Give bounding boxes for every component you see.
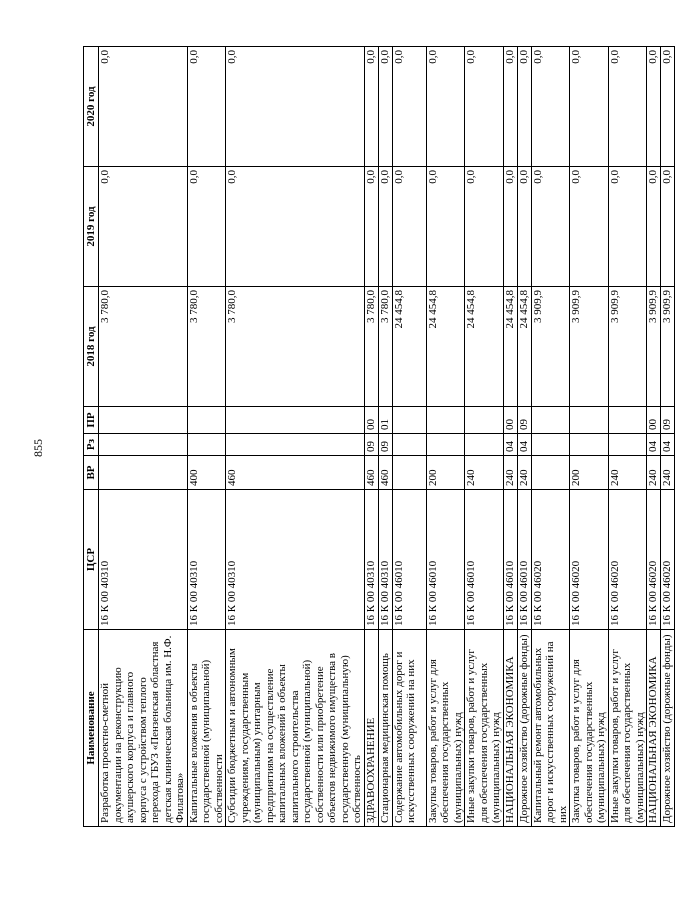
cell-name: Закупка товаров, работ и услуг для обеспечения государственных (муниципальных) нужд	[570, 630, 609, 827]
cell-rz	[392, 434, 426, 456]
cell-2019: 0,0	[99, 167, 188, 287]
cell-2020: 0,0	[426, 47, 465, 167]
cell-pr	[226, 407, 365, 434]
cell-name: ЗДРАВООХРАНЕНИЕ	[364, 630, 378, 827]
cell-name: НАЦИОНАЛЬНАЯ ЭКОНОМИКА	[647, 630, 661, 827]
cell-2018: 3 780,0	[99, 287, 188, 407]
cell-pr: 00	[647, 407, 661, 434]
cell-2019: 0,0	[608, 167, 647, 287]
table-row	[465, 47, 504, 827]
cell-2020: 0,0	[378, 47, 392, 167]
table-row	[187, 47, 226, 827]
cell-pr	[608, 407, 647, 434]
cell-pr: 00	[364, 407, 378, 434]
cell-2019: 0,0	[503, 167, 517, 287]
cell-name: Субсидии бюджетным и автономным учреждениям, государственным (муниципальным) унитарным предприятиям на осуществление капитальных вложений в объекты капитального строительства государственной (муниципальной) собственности или приобретение объектов недвижимого имущества в государственную (муниципальную) собственность	[226, 630, 365, 827]
cell-2020: 0,0	[465, 47, 504, 167]
cell-2018: 3 909,9	[570, 287, 609, 407]
cell-csr: 16 К 00 40310	[99, 490, 188, 630]
cell-vr	[392, 456, 426, 490]
cell-2020: 0,0	[187, 47, 226, 167]
cell-name: Разработка проектно-сметной документации на реконструкцию акушерского корпуса и главного корпуса с устройством теплого перехода ГБУЗ «Пензенская областная детская клиническая больница им. Н.Ф. Филатова»	[99, 630, 188, 827]
cell-2018: 24 454,8	[392, 287, 426, 407]
header-2020: 2020 год	[84, 47, 99, 167]
cell-2018: 24 454,8	[465, 287, 504, 407]
cell-vr: 460	[364, 456, 378, 490]
table-row	[661, 47, 675, 827]
cell-2018: 3 780,0	[364, 287, 378, 407]
cell-2018: 3 909,9	[661, 287, 675, 407]
cell-2020: 0,0	[531, 47, 570, 167]
cell-vr: 240	[503, 456, 517, 490]
cell-name: Иные закупки товаров, работ и услуг для обеспечения государственных (муниципальных) нужд	[465, 630, 504, 827]
cell-2019: 0,0	[570, 167, 609, 287]
cell-vr	[99, 456, 188, 490]
cell-rz: 04	[503, 434, 517, 456]
cell-2020: 0,0	[661, 47, 675, 167]
table-row	[226, 47, 365, 827]
cell-2019: 0,0	[531, 167, 570, 287]
cell-rz	[608, 434, 647, 456]
cell-pr	[187, 407, 226, 434]
cell-2019: 0,0	[517, 167, 531, 287]
cell-csr: 16 К 00 46020	[608, 490, 647, 630]
cell-2018: 24 454,8	[426, 287, 465, 407]
cell-2019: 0,0	[187, 167, 226, 287]
cell-csr: 16 К 00 46010	[426, 490, 465, 630]
cell-pr: 09	[517, 407, 531, 434]
cell-2020: 0,0	[99, 47, 188, 167]
table-row	[608, 47, 647, 827]
cell-2020: 0,0	[517, 47, 531, 167]
cell-2018: 3 780,0	[226, 287, 365, 407]
cell-csr: 16 К 00 46010	[465, 490, 504, 630]
cell-2020: 0,0	[647, 47, 661, 167]
cell-rz: 04	[647, 434, 661, 456]
cell-name: Содержание автомобильных дорог и искусственных сооружений на них	[392, 630, 426, 827]
table-header-row	[84, 47, 99, 827]
cell-pr	[531, 407, 570, 434]
header-name: Наименование	[84, 630, 99, 827]
cell-2018: 3 780,0	[378, 287, 392, 407]
cell-2018: 24 454,8	[517, 287, 531, 407]
cell-vr	[531, 456, 570, 490]
cell-2018: 3 909,9	[608, 287, 647, 407]
cell-name: Дорожное хозяйство (дорожные фонды)	[517, 630, 531, 827]
cell-2018: 3 909,9	[647, 287, 661, 407]
cell-2020: 0,0	[364, 47, 378, 167]
cell-vr: 240	[517, 456, 531, 490]
page-number: 855	[31, 439, 45, 457]
cell-csr: 16 К 00 46010	[503, 490, 517, 630]
cell-rz: 09	[364, 434, 378, 456]
cell-name: Иные закупки товаров, работ и услуг для обеспечения государственных (муниципальных) нужд	[608, 630, 647, 827]
cell-rz	[426, 434, 465, 456]
cell-2018: 3 780,0	[187, 287, 226, 407]
cell-pr: 09	[661, 407, 675, 434]
cell-2019: 0,0	[226, 167, 365, 287]
cell-2019: 0,0	[661, 167, 675, 287]
cell-2019: 0,0	[426, 167, 465, 287]
cell-name: Стационарная медицинская помощь	[378, 630, 392, 827]
cell-rz	[99, 434, 188, 456]
cell-rz: 04	[661, 434, 675, 456]
table-row	[647, 47, 661, 827]
cell-vr: 200	[426, 456, 465, 490]
header-csr: ЦСР	[84, 490, 99, 630]
cell-csr: 16 К 00 40310	[378, 490, 392, 630]
header-pr: ПР	[84, 407, 99, 434]
cell-name: Дорожное хозяйство (дорожные фонды)	[661, 630, 675, 827]
cell-csr: 16 К 00 40310	[187, 490, 226, 630]
cell-rz	[570, 434, 609, 456]
cell-csr: 16 К 00 46020	[647, 490, 661, 630]
table-row	[531, 47, 570, 827]
cell-2018: 24 454,8	[503, 287, 517, 407]
cell-csr: 16 К 00 46020	[570, 490, 609, 630]
cell-name: Закупка товаров, работ и услуг для обеспечения государственных (муниципальных) нужд	[426, 630, 465, 827]
cell-pr	[426, 407, 465, 434]
cell-rz: 09	[378, 434, 392, 456]
cell-pr	[99, 407, 188, 434]
cell-pr	[465, 407, 504, 434]
cell-csr: 16 К 00 40310	[226, 490, 365, 630]
budget-table	[83, 46, 675, 827]
cell-name: НАЦИОНАЛЬНАЯ ЭКОНОМИКА	[503, 630, 517, 827]
table-body	[99, 47, 675, 827]
table-row	[364, 47, 378, 827]
table-row	[570, 47, 609, 827]
header-rz: Рз	[84, 434, 99, 456]
cell-rz	[465, 434, 504, 456]
cell-csr: 16 К 00 46020	[661, 490, 675, 630]
cell-rz	[531, 434, 570, 456]
header-vr: ВР	[84, 456, 99, 490]
cell-pr	[570, 407, 609, 434]
cell-vr: 240	[608, 456, 647, 490]
header-2019: 2019 год	[84, 167, 99, 287]
table-row	[503, 47, 517, 827]
cell-csr: 16 К 00 46010	[517, 490, 531, 630]
cell-rz	[187, 434, 226, 456]
cell-rz	[226, 434, 365, 456]
header-2018: 2018 год	[84, 287, 99, 407]
cell-vr: 400	[187, 456, 226, 490]
cell-vr: 240	[647, 456, 661, 490]
cell-vr: 460	[226, 456, 365, 490]
cell-pr: 01	[378, 407, 392, 434]
cell-2020: 0,0	[392, 47, 426, 167]
cell-2019: 0,0	[647, 167, 661, 287]
cell-name: Капитальный ремонт автомобильных дорог и искусственных сооружений на них	[531, 630, 570, 827]
cell-2019: 0,0	[392, 167, 426, 287]
cell-rz: 04	[517, 434, 531, 456]
rotated-table-container	[83, 47, 674, 827]
cell-vr: 460	[378, 456, 392, 490]
cell-2020: 0,0	[608, 47, 647, 167]
cell-2020: 0,0	[503, 47, 517, 167]
cell-2019: 0,0	[378, 167, 392, 287]
cell-name: Капитальные вложения в объекты государственной (муниципальной) собственности	[187, 630, 226, 827]
cell-vr: 240	[661, 456, 675, 490]
cell-csr: 16 К 00 46010	[392, 490, 426, 630]
cell-pr: 00	[503, 407, 517, 434]
cell-2018: 3 909,9	[531, 287, 570, 407]
cell-2019: 0,0	[364, 167, 378, 287]
table-row	[378, 47, 392, 827]
cell-pr	[392, 407, 426, 434]
cell-csr: 16 К 00 46020	[531, 490, 570, 630]
cell-vr: 200	[570, 456, 609, 490]
cell-2020: 0,0	[570, 47, 609, 167]
cell-csr: 16 К 00 40310	[364, 490, 378, 630]
cell-2019: 0,0	[465, 167, 504, 287]
table-row	[99, 47, 188, 827]
cell-2020: 0,0	[226, 47, 365, 167]
table-row	[517, 47, 531, 827]
table-row	[392, 47, 426, 827]
table-row	[426, 47, 465, 827]
cell-vr: 240	[465, 456, 504, 490]
